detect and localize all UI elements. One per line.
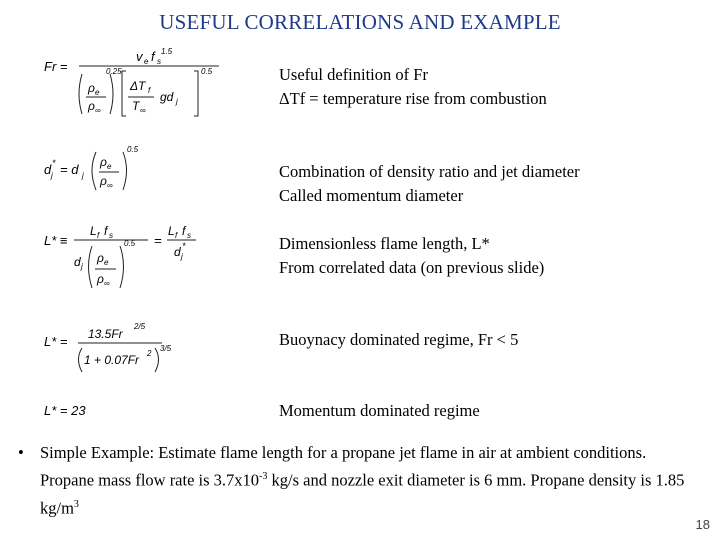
eq3-rho-inf-sub: ∞ [104, 279, 110, 288]
description-line: Momentum dominated regime [279, 401, 480, 420]
eq3-d2-sub: j [181, 252, 183, 261]
eq3-num-f: f [104, 224, 108, 238]
description-buoyancy-regime [279, 328, 518, 352]
description-momentum-diameter [279, 160, 580, 208]
eq1-delta-t: ΔT [130, 79, 146, 93]
eq1-t-inf-sub: ∞ [140, 106, 146, 115]
eq2-eq: = d [60, 162, 79, 177]
eq1-exp-a: 0.25 [106, 67, 122, 76]
eq4-den-exp: 2 [147, 349, 152, 358]
eq4-den-exp-outer: 3/5 [160, 344, 172, 353]
eq3-exp: 0.5 [124, 239, 136, 248]
eq3-num-s: s [109, 231, 113, 240]
eq1-rho-e: ρ [88, 81, 95, 95]
eq3-rho-inf: ρ [97, 272, 104, 286]
description-momentum-regime [279, 399, 480, 423]
eq4-num: 13.5Fr [88, 327, 123, 341]
description-line: From correlated data (on previous slide) [279, 258, 545, 277]
eq1-rho-e-sub: e [95, 88, 100, 97]
equation-momentum-diameter [44, 144, 164, 194]
eq3-d2-sup: * [182, 241, 186, 251]
example-text [40, 441, 698, 520]
example-text-a: Simple Example: Estimate flame length for a propane jet flame in air at ambient conditions. Propane mass flow rate is 3.7x10 [40, 443, 647, 490]
equation-flame-length [44, 218, 204, 292]
description-line: Useful definition of Fr [279, 65, 428, 84]
eq3-num2-sub: f [175, 231, 178, 240]
description-line: Called momentum diameter [279, 186, 464, 205]
example-text-b: kg/s and nozzle exit diameter is 6 mm. Propane density is 1.85 kg/m [40, 470, 685, 517]
eq3-d: d [74, 255, 81, 269]
eq2-lhs-d: d [44, 162, 52, 177]
eq1-num-exp: 1.5 [161, 47, 173, 56]
description-line: Dimensionless flame length, L* [279, 234, 490, 253]
equation-momentum-regime [44, 400, 124, 420]
eq1-num-s: s [157, 57, 161, 66]
eq1-gd-sub: j [176, 97, 178, 106]
eq4-den: 1 + 0.07Fr [84, 353, 140, 367]
eq1-lhs: Fr = [44, 59, 68, 74]
eq1-gd: gd [160, 90, 174, 104]
eq1-num-v: v [136, 49, 143, 64]
eq1-num-f: f [151, 49, 155, 64]
page-number: 18 [695, 517, 710, 532]
example-exp-a: -3 [259, 471, 268, 482]
eq2-rho-e-sub: e [107, 162, 112, 171]
eq2-exp: 0.5 [127, 145, 139, 154]
eq3-num2-l: L [168, 224, 175, 238]
eq4-lhs: L* = [44, 334, 68, 349]
eq2-lhs-sub: j [51, 171, 53, 180]
eq2-rho-e: ρ [100, 155, 107, 169]
eq2-lhs-sup: * [52, 158, 56, 168]
example-bullet [18, 441, 698, 520]
eq1-rho-inf: ρ [88, 99, 95, 113]
eq1-t-inf: T [132, 99, 140, 113]
equation-buoyancy-regime [44, 318, 184, 374]
eq2-rho-inf: ρ [100, 174, 107, 188]
page-title: USEFUL CORRELATIONS AND EXAMPLE [159, 10, 561, 34]
eq1-delta-t-sub: f [148, 86, 151, 95]
eq2-eq-sub: j [82, 171, 84, 180]
description-line: Combination of density ratio and jet diameter [279, 162, 580, 181]
eq1-num-e: e [144, 57, 149, 66]
eq3-rho-e: ρ [97, 251, 104, 265]
example-exp-b: 3 [73, 498, 79, 510]
eq2-rho-inf-sub: ∞ [107, 181, 113, 190]
eq3-num2-s: s [187, 231, 191, 240]
eq1-rho-inf-sub: ∞ [95, 106, 101, 115]
description-line: ΔTf = temperature rise from combustion [279, 89, 547, 108]
bullet-icon: • [18, 443, 24, 462]
eq5-lhs: L* = 23 [44, 403, 86, 418]
eq3-num-l: L [90, 224, 97, 238]
eq3-eq2: = [154, 233, 162, 248]
eq3-num2-f: f [182, 224, 186, 238]
eq4-num-exp: 2/5 [134, 322, 146, 331]
description-froude [279, 63, 547, 111]
eq3-d-sub: j [81, 262, 83, 271]
eq3-rho-e-sub: e [104, 258, 109, 267]
description-flame-length [279, 232, 544, 280]
eq3-lhs: L* ≡ [44, 233, 68, 248]
eq3-d2: d [174, 245, 181, 259]
description-line: Buoynacy dominated regime, Fr < 5 [279, 330, 519, 349]
eq3-num-sub: f [97, 231, 100, 240]
equation-froude [44, 44, 224, 118]
eq1-exp-b: 0.5 [201, 67, 213, 76]
